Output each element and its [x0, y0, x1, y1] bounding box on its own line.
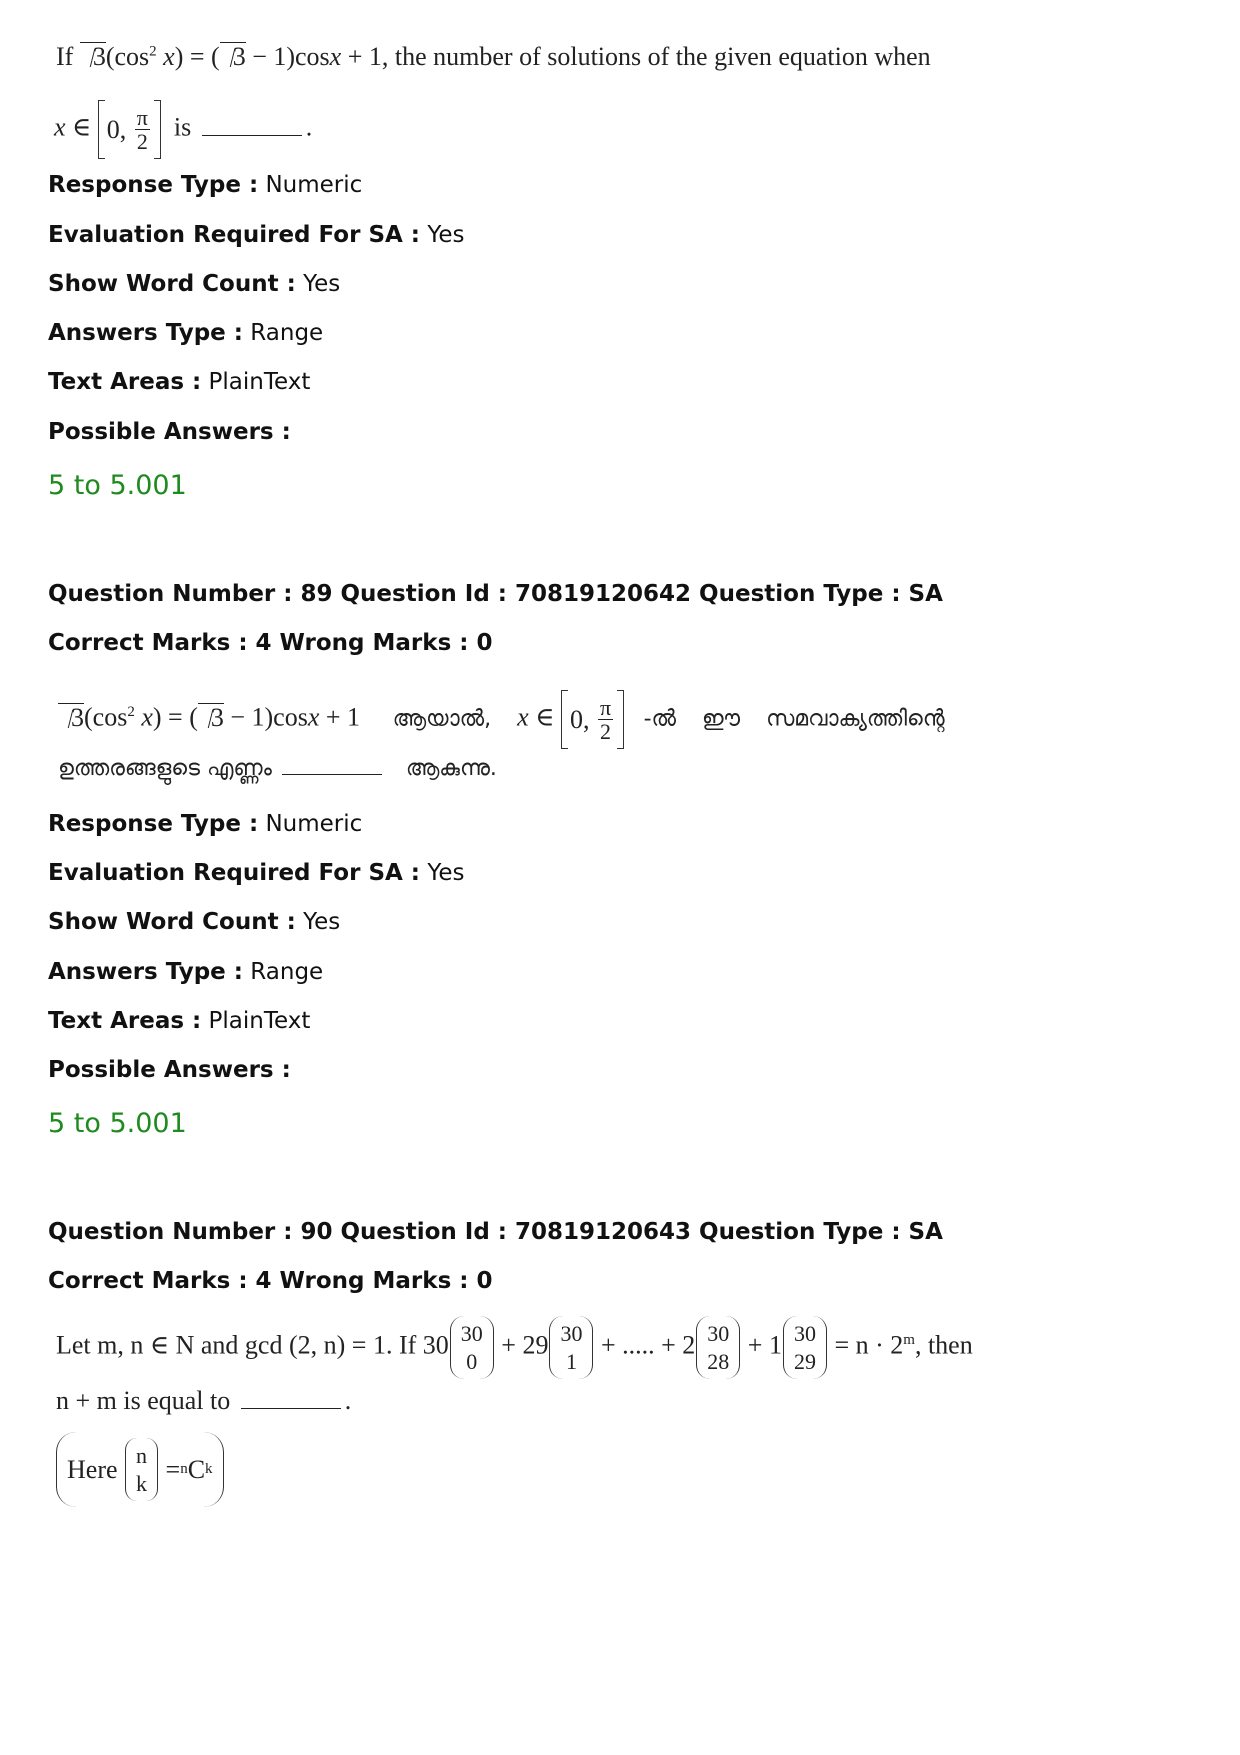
q89-response-type: Response Type : Numeric	[48, 811, 363, 837]
binom-30-0: 30 0	[450, 1316, 494, 1379]
binom-n-k: n k	[125, 1438, 158, 1501]
answer-blank	[241, 1408, 341, 1409]
q90-note: Here n k = n C k	[56, 1432, 224, 1507]
binom-30-28: 30 28	[696, 1316, 740, 1379]
binom-30-1: 30 1	[549, 1316, 593, 1379]
q88-possible-answer: 5 to 5.001	[48, 470, 187, 501]
q90-header: Question Number : 90 Question Id : 70819120643 Question Type : SA	[48, 1219, 943, 1245]
q89-answers-type: Answers Type : Range	[48, 959, 324, 985]
q88-response-type: Response Type : Numeric	[48, 172, 363, 198]
q88-question-line-1: If $3(\cos^2$ x) = ( 3 − 1)cosx + 1, the number of solutions of the given equation when	[56, 42, 931, 71]
q89-question-line-1: $3(\cos^2$ x) = ( 3 − 1)cosx + 1 ആയാൽ, x ∈ 0, $\frac{\pi}{2}$ -ൽ ഈ സമവാക്യത്തിന്റെ	[58, 690, 945, 749]
answer-blank	[282, 774, 382, 775]
answer-blank	[202, 135, 302, 136]
q89-possible-answer: 5 to 5.001	[48, 1108, 187, 1139]
q88-text-areas: Text Areas : PlainText	[48, 369, 311, 395]
q88-evaluation-required: Evaluation Required For SA : Yes	[48, 222, 465, 248]
q88-show-word-count: Show Word Count : Yes	[48, 271, 341, 297]
q90-marks: Correct Marks : 4 Wrong Marks : 0	[48, 1268, 493, 1294]
q90-question-line-1: Let m, n ∈ N and gcd (2, n) = 1. If 30 30 0 + 29 30 1 + ..... + 2 30 28 + 1 30 29 = $n \cdot 2^m$, then	[56, 1316, 973, 1379]
binom-30-29: 30 29	[783, 1316, 827, 1379]
q88-possible-answers-label: Possible Answers :	[48, 419, 291, 445]
q89-marks: Correct Marks : 4 Wrong Marks : 0	[48, 630, 493, 656]
q89-possible-answers-label: Possible Answers :	[48, 1057, 291, 1083]
q89-show-word-count: Show Word Count : Yes	[48, 909, 341, 935]
interval-bracket: 0, $\frac{\pi}{2}$	[561, 690, 624, 749]
q88-question-line-2: x ∈ 0, $\frac{\pi}{2}$ is .	[54, 100, 312, 159]
q89-question-line-2: ഉത്തരങ്ങളുടെ എണ്ണം ആകുന്നു.	[58, 756, 497, 781]
q88-answers-type: Answers Type : Range	[48, 320, 324, 346]
q89-evaluation-required: Evaluation Required For SA : Yes	[48, 860, 465, 886]
q89-text-areas: Text Areas : PlainText	[48, 1008, 311, 1034]
interval-bracket: 0, $\frac{\pi}{2}$	[98, 100, 161, 159]
q89-header: Question Number : 89 Question Id : 70819120642 Question Type : SA	[48, 581, 943, 607]
q90-question-line-2: n + m is equal to .	[56, 1386, 352, 1415]
